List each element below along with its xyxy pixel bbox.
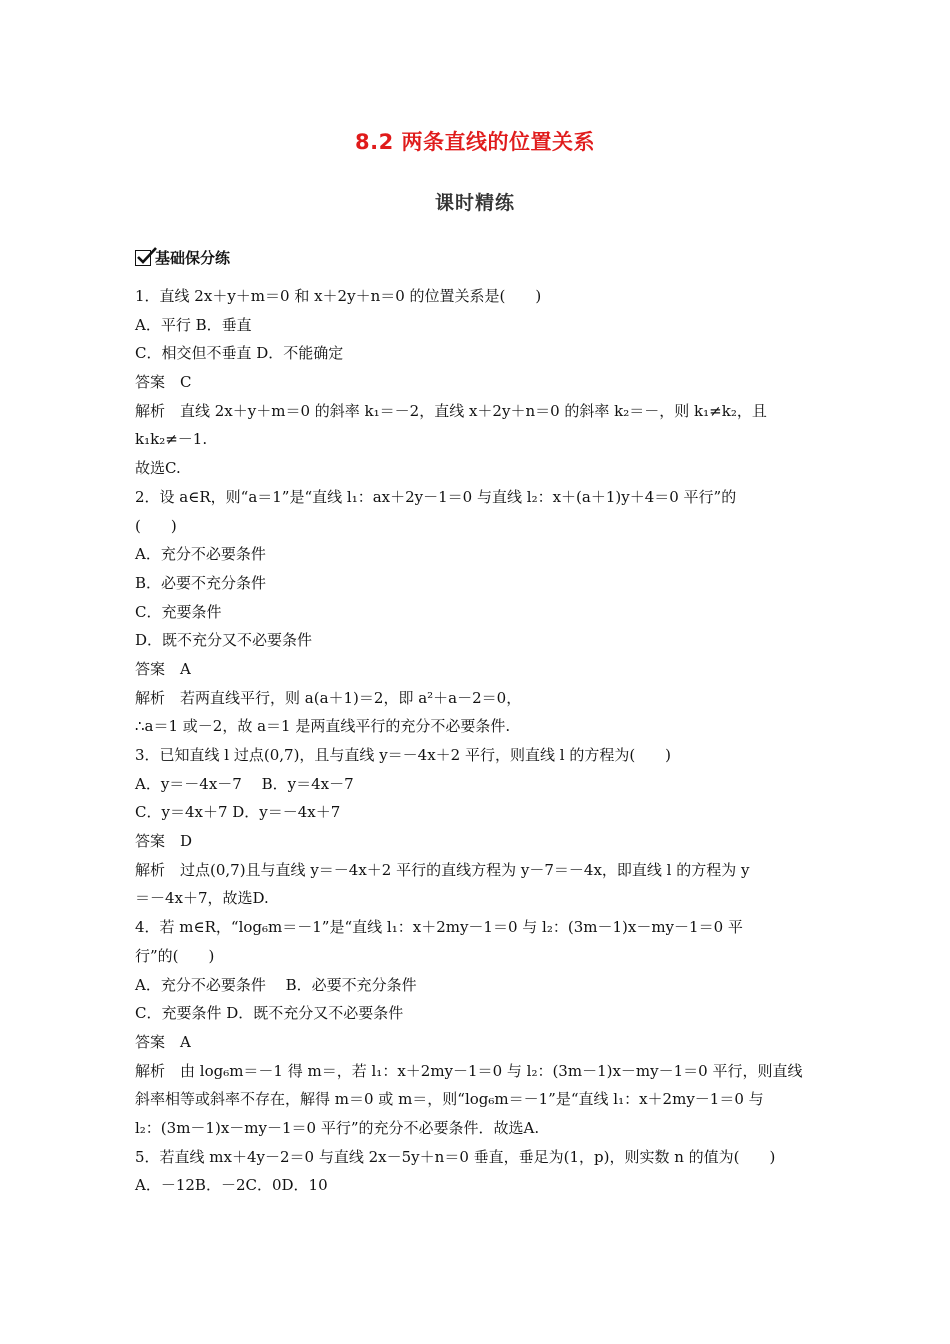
section-title: 基础保分练: [155, 249, 231, 267]
text-line: 3．已知直线 l 过点(0,7)，且与直线 y＝－4x＋2 平行，则直线 l 的方程为( ): [135, 746, 672, 764]
text-line: ＝－4x＋7，故选D.: [135, 889, 269, 908]
text-line: 答案 C: [135, 373, 192, 392]
text-line: 斜率相等或斜率不存在，解得 m＝0 或 m＝，则“log₆m＝－1”是“直线 l₁：x＋2my－1＝0 与: [135, 1090, 764, 1109]
checkbox-icon: [135, 250, 151, 266]
text-line: ∴a＝1 或－2，故 a＝1 是两直线平行的充分不必要条件.: [135, 717, 511, 736]
text-line: A．充分不必要条件: [135, 545, 266, 564]
text-line: k₁k₂≠－1.: [135, 430, 208, 449]
text-line: C．充要条件: [135, 602, 222, 621]
page-subtitle: 课时精练: [434, 192, 515, 214]
page-title: 8.2 两条直线的位置关系: [354, 130, 595, 154]
text-line: l₂：(3m－1)x－my－1＝0 平行”的充分不必要条件．故选A.: [135, 1118, 540, 1137]
text-line: 答案 A: [135, 1032, 191, 1051]
text-line: ( ): [135, 516, 177, 535]
text-line: 答案 D: [135, 832, 193, 851]
text-line: C．y＝4x＋7 D．y＝－4x＋7: [135, 803, 341, 822]
text-line: B．必要不充分条件: [135, 573, 267, 592]
text-line: D．既不充分又不必要条件: [135, 631, 313, 650]
text-line: 解析 若两直线平行，则 a(a＋1)＝2，即 a²＋a－2＝0，: [135, 688, 522, 707]
text-line: 5．若直线 mx＋4y－2＝0 与直线 2x－5y＋n＝0 垂直，垂足为(1，p)，则实数 n 的值为( ): [135, 1147, 776, 1166]
text-line: 2．设 a∈R，则“a＝1”是“直线 l₁：ax＋2y－1＝0 与直线 l₂：x＋(a＋1)y＋4＝0 平行”的: [135, 487, 737, 506]
text-line: A．平行 B．垂直: [135, 315, 252, 334]
text-line: 解析 直线 2x＋y＋m＝0 的斜率 k₁＝－2，直线 x＋2y＋n＝0 的斜率 k₂＝－，则 k₁≠k₂，且: [135, 401, 767, 420]
text-line: 1．直线 2x＋y＋m＝0 和 x＋2y＋n＝0 的位置关系是( ): [135, 287, 542, 305]
text-line: 答案 A: [135, 659, 191, 678]
section-heading: [135, 247, 230, 268]
text-line: A．－12B．－2C．0D．10: [135, 1176, 328, 1195]
text-line: C．相交但不垂直 D．不能确定: [135, 344, 344, 363]
exercise-content: [135, 282, 825, 1200]
text-line: 4．若 m∈R，“log₆m＝－1”是“直线 l₁：x＋2my－1＝0 与 l₂：(3m－1)x－my－1＝0 平: [135, 918, 743, 937]
text-line: A．充分不必要条件 B．必要不充分条件: [135, 975, 417, 994]
text-line: A．y＝－4x－7 B．y＝4x－7: [135, 774, 354, 793]
text-line: 故选C.: [135, 459, 181, 478]
text-line: 解析 过点(0,7)且与直线 y＝－4x＋2 平行的直线方程为 y－7＝－4x，即直线 l 的方程为 y: [135, 860, 750, 879]
text-line: 行”的( ): [135, 946, 215, 965]
text-line: 解析 由 log₆m＝－1 得 m＝，若 l₁：x＋2my－1＝0 与 l₂：(3m－1)x－my－1＝0 平行，则直线: [135, 1061, 803, 1080]
text-line: C．充要条件 D．既不充分又不必要条件: [135, 1004, 404, 1023]
